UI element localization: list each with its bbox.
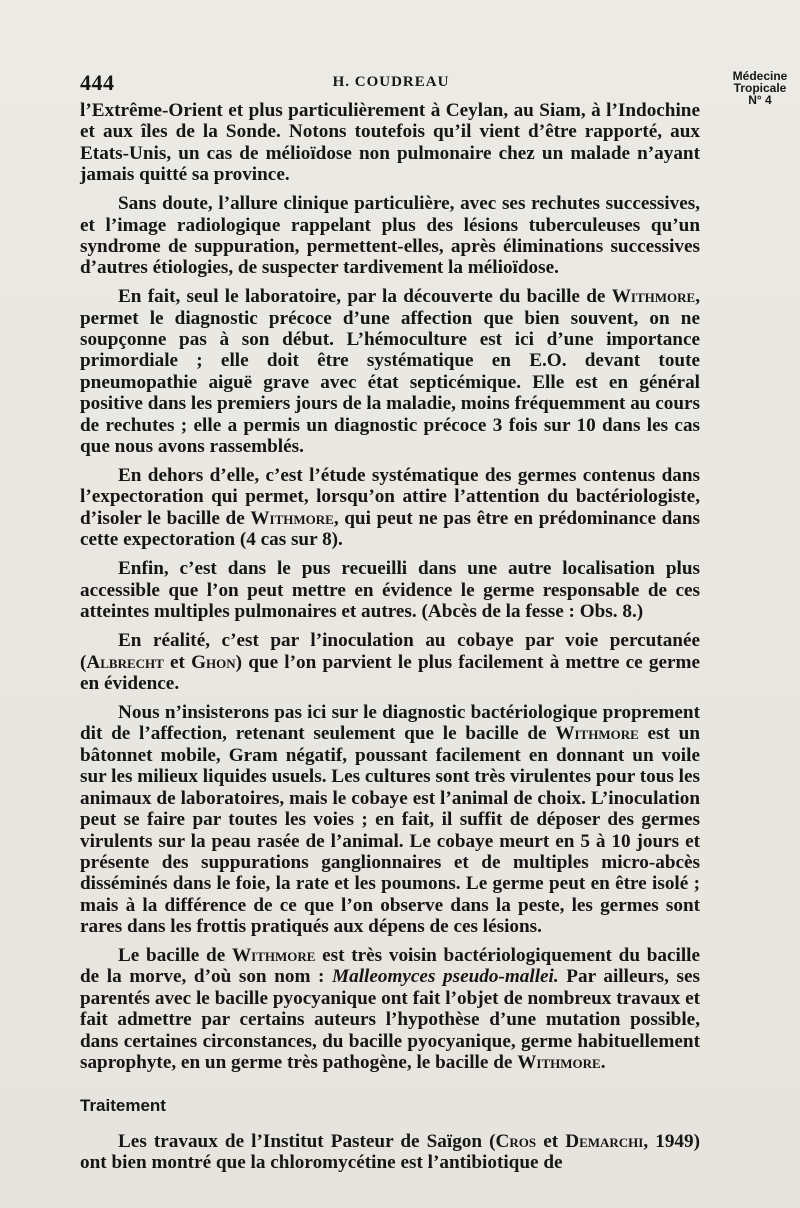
author-name: Withmore [611, 286, 696, 308]
paragraph-text: et [536, 1130, 566, 1152]
author-name: Withmore [231, 945, 316, 967]
species-name: Malleomyces pseudo-mallei. [332, 966, 559, 988]
paragraph-text: , permet le diagnostic précoce d’une affection que bien souvent, on ne soupçonne pas à son début. L’hémoculture est ici d’une importance primordiale ; elle doit être systématique en E.O. devant toute pneumopathie aiguë grave avec état septicémique. Elle est en général positive dans les premiers jours de la maladie, moins fréquemment au cours de rechutes ; elle a permis un diagnostic précoce 3 fois sur 10 dans les cas que nous avons rassemblés. [80, 286, 701, 458]
author-name: Demarchi [565, 1130, 644, 1152]
page-header [80, 70, 702, 96]
author-name: Cros [495, 1130, 537, 1152]
paragraph-text: . [600, 1052, 606, 1074]
paragraph [80, 465, 700, 551]
margin-note-line: N° 4 [748, 93, 772, 107]
body-text [80, 100, 700, 1181]
paragraph [80, 558, 700, 622]
paragraph-text: est un bâtonnet mobile, Gram négatif, poussant facilement en donnant un voile sur les milieux liquides usuels. Les cultures sont très virulentes pour tous les animaux de laboratoires, mais le cobaye est l’animal de choix. L’inoculation peut se faire par toutes les voies ; en fait, il suffit de déposer des germes virulents sur la peau rasée de l’animal. Le cobaye meurt en 5 à 10 jours et présente des suppurations ganglionnaires et de multiples micro-abcès disséminés dans le foie, la rate et les poumons. Le germe peut en être isolé ; mais à la différence de ce que l’on observe dans la peste, les germes sont rares dans les frottis pratiqués aux dépens de ces lésions. [80, 723, 700, 938]
paragraph [80, 193, 700, 279]
margin-note-line: Médecine [732, 69, 788, 83]
paragraph-text: En réalité, c’est par l’inoculation au cobaye par voie percutanée ( [80, 630, 700, 673]
page-number: 444 [80, 70, 115, 95]
author-name: Ghon [191, 651, 236, 673]
section-heading: Traitement [80, 1096, 166, 1116]
author-name: Albrecht [86, 651, 164, 673]
margin-note-line: Tropicale [733, 81, 787, 95]
paragraph-text: Sans doute, l’allure clinique particulière, avec ses rechutes successives, et l’image radiologique rappelant plus des lésions tuberculeuses qu’un syndrome de suppuration, permettent-elles, après éliminations successives d’autres étiologies, de suspecter tardivement la mélioïdose. [80, 193, 700, 279]
paragraph-text: est très voisin bactériologiquement du bacille de la morve, d’où son nom : [80, 945, 701, 988]
paragraph [80, 1131, 700, 1174]
paragraph-text: En fait, seul le laboratoire, par la découverte du bacille de [118, 286, 612, 308]
paragraph [80, 286, 700, 457]
paragraph-text: et [163, 651, 192, 673]
margin-note [722, 70, 798, 106]
author-name: Withmore [250, 507, 334, 529]
author-name: Withmore [517, 1052, 601, 1074]
paragraph-text: Par ailleurs, ses parentés avec le bacille pyocyanique ont fait l’objet de nombreux travaux et fait admettre par certains auteurs l’hypothèse d’une mutation possible, dans certaines circonstances, du bacille pyocyanique, germe habituellement saprophyte, en un germe très pathogène, le bacille de [80, 966, 700, 1074]
paragraph-text: Nous n’insisterons pas ici sur le diagnostic bactériologique proprement dit de l’affection, retenant seulement que le bacille de [80, 702, 700, 745]
author-name: Withmore [555, 723, 639, 745]
paragraph-text: ) que l’on parvient le plus facilement à mettre ce germe en évidence. [80, 651, 700, 695]
paragraph-text: , 1949) ont bien montré que la chloromycétine est l’antibiotique de [80, 1130, 701, 1174]
paragraph-text: Les travaux de l’Institut Pasteur de Saïgon ( [118, 1130, 496, 1152]
paragraph-text: l’Extrême-Orient et plus particulièrement à Ceylan, au Siam, à l’Indochine et aux îles de la Sonde. Notons toutefois qu’il vient d’être rapporté, aux Etats-Unis, un cas de mélioïdose non pulmonaire chez un malade n’ayant jamais quitté sa province. [80, 100, 700, 186]
paragraph [80, 100, 700, 186]
paragraph [80, 702, 700, 937]
paragraph-text: Le bacille de [118, 945, 232, 967]
paragraph-text: En dehors d’elle, c’est l’étude systématique des germes contenus dans l’expectoration qui permet, lorsqu’on attire l’attention du bactériologiste, d’isoler le bacille de [80, 465, 700, 529]
paragraph [80, 630, 700, 694]
paragraph [80, 945, 700, 1073]
paragraph-text: , qui peut ne pas être en prédominance dans cette expectoration (4 cas sur 8). [80, 507, 700, 551]
paragraph-text: Enfin, c’est dans le pus recueilli dans une autre localisation plus accessible que l’on peut mettre en évidence le germe responsable de ces atteintes multiples pulmonaires et autres. (Abcès de la fesse : Obs. 8.) [80, 558, 700, 622]
running-head: H. COUDREAU [332, 74, 450, 90]
